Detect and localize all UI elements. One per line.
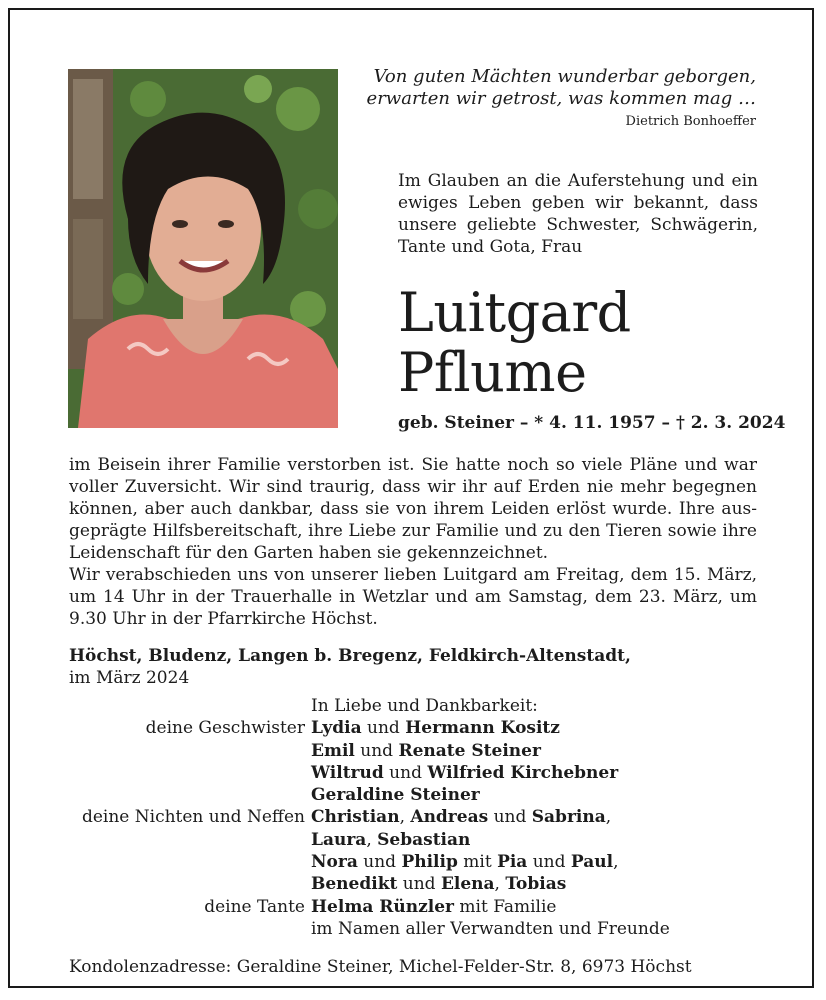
places-block [69, 645, 757, 689]
obituary-body [69, 454, 757, 630]
niece-line-2: Laura, Sebastian [311, 829, 471, 850]
first-name: Luitgard [398, 281, 631, 344]
sibling-line-4: Geraldine Steiner [311, 785, 480, 806]
life-dates [398, 412, 786, 434]
body-paragraph-1: im Beisein ihrer Familie verstorben ist. Sie hatte noch so viele Pläne und war voller Zuversicht. Wir sind traurig, dass wir ihr auf Erden nie mehr begegnen können, aber auch dankbar, dass sie von ihrem Leiden erlöst wurde. Ihre ausgeprägte Hilfsbereitschaft, ihre Liebe zur Familie und zu den Tieren sowie ihre Leidenschaft für den Garten haben sie gekennzeichnet. [69, 455, 757, 563]
sibling-line-2: Emil und Renate Steiner [311, 740, 541, 761]
aunt-line: Helma Rünzler mit Familie [311, 896, 557, 917]
death-date: † 2. 3. 2024 [675, 413, 786, 433]
last-name: Pflume [398, 341, 587, 404]
nieces-label: deine Nichten und Neffen [81, 807, 305, 828]
birth-date: – * 4. 11. 1957 – [519, 413, 671, 433]
family-signoff [69, 695, 757, 940]
siblings-label: deine Geschwister [145, 718, 305, 739]
places-list: Höchst, Bludenz, Langen b. Bregenz, Feldkirch-Altenstadt, [69, 646, 631, 666]
portrait-photo [68, 69, 338, 428]
niece-line-3: Nora und Philip mit Pia und Paul, [311, 852, 619, 873]
maiden-name: geb. Steiner [398, 413, 514, 433]
niece-line-1: Christian, Andreas und Sabrina, [311, 807, 612, 828]
sibling-line-3: Wiltrud und Wilfried Kirchebner [311, 762, 619, 783]
quote-line-2: erwarten wir getrost, was kommen mag … [366, 88, 756, 109]
sibling-line-1: Lydia und Hermann Kositz [311, 718, 560, 739]
intro-text: Im Glauben an die Auferstehung und ein ewiges Leben geben wir bekannt, dass unsere geliebte Schwester, Schwägerin, Tante und Gota, Frau [398, 171, 758, 257]
quote-line-1: Von guten Mächten wunderbar geborgen, [373, 66, 756, 87]
bonhoeffer-quote [360, 66, 756, 110]
condolence-address: Kondolenzadresse: Geraldine Steiner, Michel-Felder-Str. 8, 6973 Höchst [69, 957, 692, 977]
body-paragraph-2: Wir verabschieden uns von unserer lieben Luitgard am Freitag, dem 15. März, um 14 Uhr in der Trauerhalle in Wetzlar und am Samstag, dem 23. März, um 9.30 Uhr in der Pfarrkirche Höchst. [69, 565, 757, 629]
quote-author: Dietrich Bonhoeffer [625, 114, 756, 129]
niece-line-4: Benedikt und Elena, Tobias [311, 874, 567, 895]
relatives-line: im Namen aller Verwandten und Freunde [311, 918, 670, 939]
deceased-name [398, 283, 631, 403]
aunt-label: deine Tante [204, 896, 305, 917]
signoff-heading: In Liebe und Dankbarkeit: [311, 696, 538, 716]
place-date: im März 2024 [69, 668, 190, 688]
